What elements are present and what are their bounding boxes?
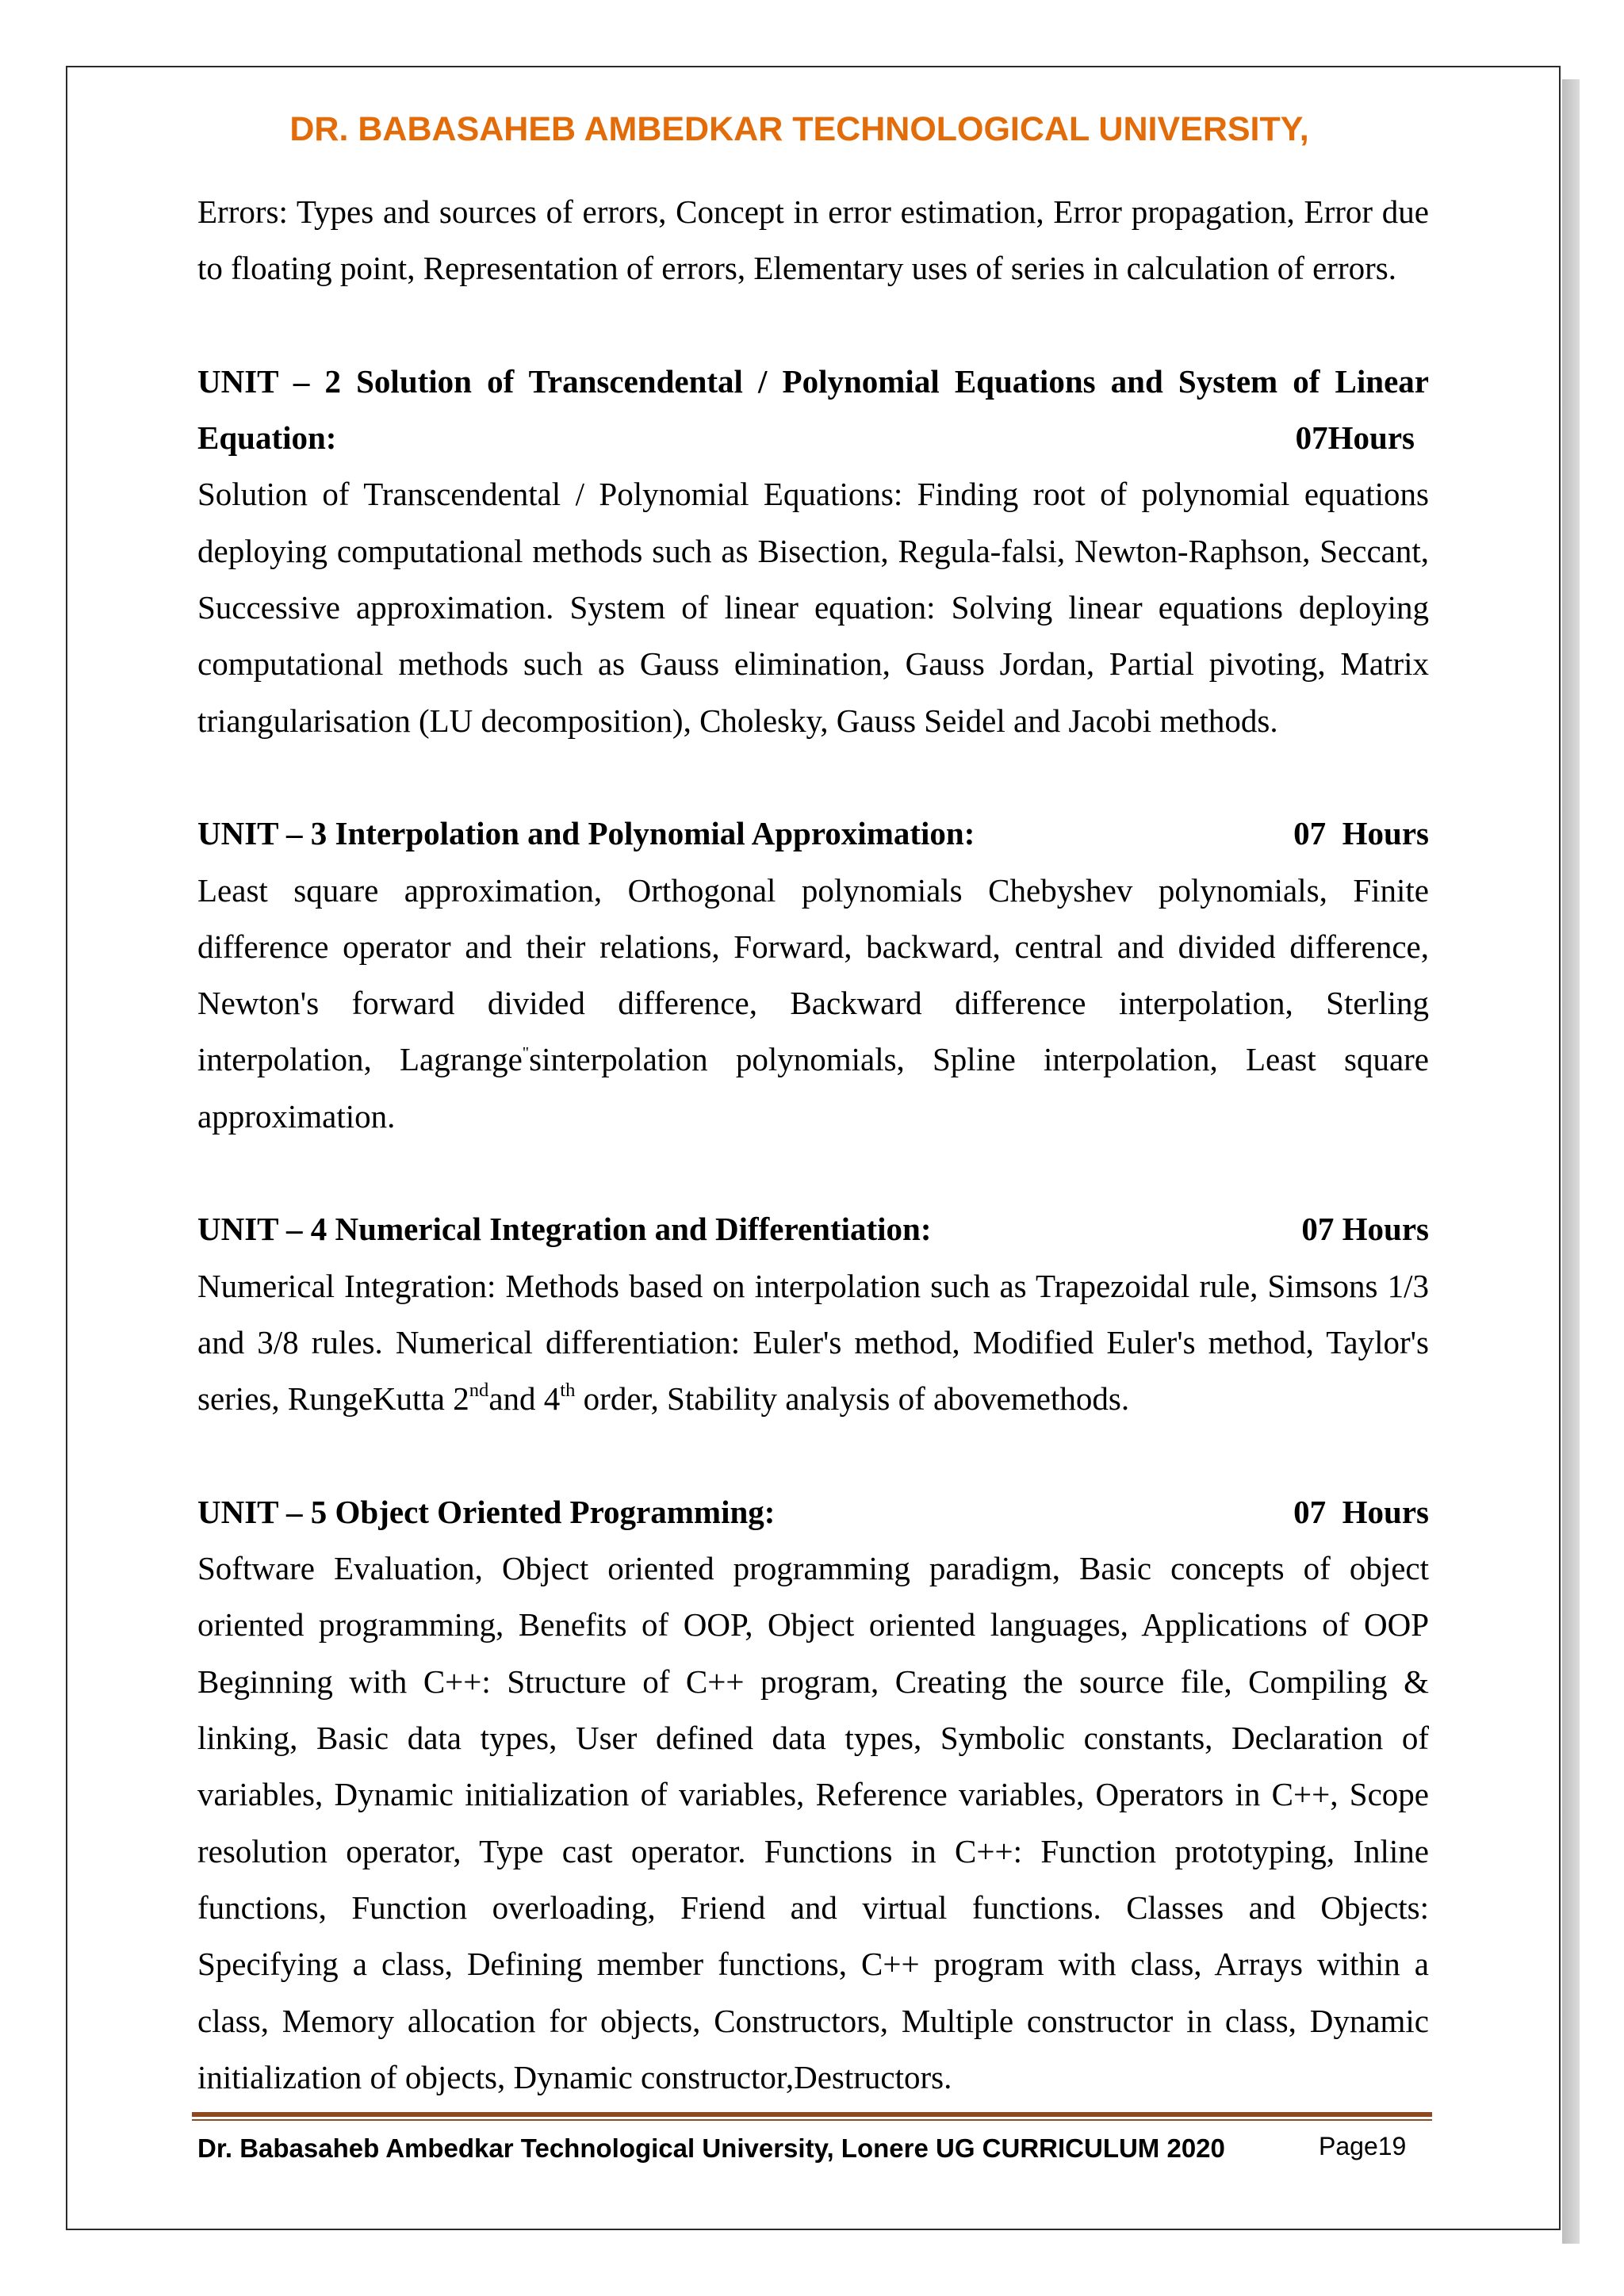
unit-hours: 07 Hours	[1293, 1493, 1429, 1530]
page-shadow	[1562, 79, 1580, 2244]
body-line: Successive approximation. System of linear equation: Solving linear equations deploying	[197, 589, 1429, 626]
unit-heading: UNIT – 4 Numerical Integration and Differentiation:	[197, 1211, 932, 1248]
document-body	[197, 184, 1429, 2106]
body-line: deploying computational methods such as Bisection, Regula-falsi, Newton-Raphson, Seccant,	[197, 532, 1429, 569]
body-line: Solution of Transcendental / Polynomial Equations: Finding root of polynomial equations	[197, 476, 1429, 513]
body-line: linking, Basic data types, User defined data types, Symbolic constants, Declaration of	[197, 1720, 1429, 1757]
quote-mark: "	[522, 1044, 530, 1062]
paragraph-gap	[197, 1145, 1429, 1201]
body-line: triangularisation (LU decomposition), Cholesky, Gauss Seidel and Jacobi methods.	[197, 702, 1278, 739]
body-line: Least square approximation, Orthogonal polynomials Chebyshev polynomials, Finite	[197, 871, 1429, 909]
body-line: and 3/8 rules. Numerical differentiation: Euler's method, Modified Euler's method, Taylor's	[197, 1323, 1429, 1360]
unit-heading-row	[197, 806, 1429, 862]
paragraph-gap	[197, 749, 1429, 806]
unit-heading: UNIT – 2 Solution of Transcendental / Polynomial Equations and System of Linear	[197, 362, 1429, 400]
body-line: to floating point, Representation of errors, Elementary uses of series in calculation of errors.	[197, 250, 1396, 287]
body-line	[197, 1371, 1429, 1427]
unit-heading: UNIT – 3 Interpolation and Polynomial Approximation:	[197, 815, 975, 852]
unit-heading-row	[197, 1201, 1429, 1257]
unit-heading-row	[197, 1484, 1429, 1540]
body-line: Errors: Types and sources of errors, Concept in error estimation, Error propagation, Error due	[197, 193, 1429, 230]
superscript: nd	[469, 1380, 489, 1402]
body-line: Beginning with C++: Structure of C++ program, Creating the source file, Compiling &	[197, 1663, 1429, 1700]
body-line: class, Memory allocation for objects, Constructors, Multiple constructor in class, Dynamic	[197, 2002, 1429, 2039]
footer-text: Dr. Babasaheb Ambedkar Technological University, Lonere UG CURRICULUM 2020	[197, 2133, 1225, 2163]
body-line: Software Evaluation, Object oriented programming paradigm, Basic concepts of object	[197, 1550, 1429, 1587]
body-line: difference operator and their relations, Forward, backward, central and divided difference,	[197, 928, 1429, 965]
unit-heading-continuation: Equation:	[197, 419, 337, 457]
body-line-segment: interpolation, Lagrange	[197, 1041, 523, 1078]
unit-heading: UNIT – 5 Object Oriented Programming:	[197, 1493, 776, 1530]
body-line: initialization of objects, Dynamic constructor,Destructors.	[197, 2058, 952, 2095]
footer-rule-thin	[192, 2119, 1432, 2121]
page-number: Page19	[1319, 2132, 1407, 2160]
footer-rule-thick	[192, 2112, 1432, 2117]
body-line: computational methods such as Gauss elimination, Gauss Jordan, Partial pivoting, Matrix	[197, 645, 1429, 683]
body-line: Numerical Integration: Methods based on interpolation such as Trapezoidal rule, Simsons 1/3	[197, 1267, 1429, 1304]
body-line-segment: order, Stability analysis of abovemethods.	[575, 1380, 1130, 1418]
body-line: oriented programming, Benefits of OOP, Object oriented languages, Applications of OOP	[197, 1606, 1429, 1644]
body-line-segment: and 4	[488, 1380, 561, 1418]
body-line: approximation.	[197, 1097, 396, 1135]
unit-hours: 07 Hours	[1293, 815, 1429, 852]
university-header: DR. BABASAHEB AMBEDKAR TECHNOLOGICAL UNIVERSITY,	[289, 110, 1309, 148]
body-line: Specifying a class, Defining member functions, C++ program with class, Arrays within a	[197, 1946, 1429, 1983]
body-line: resolution operator, Type cast operator. Functions in C++: Function prototyping, Inline	[197, 1832, 1429, 1869]
body-line: Newton's forward divided difference, Backward difference interpolation, Sterling	[197, 985, 1429, 1022]
body-line	[197, 1031, 1429, 1088]
body-line-segment: series, RungeKutta 2	[197, 1380, 469, 1418]
paragraph-gap	[197, 297, 1429, 354]
body-line: functions, Function overloading, Friend and virtual functions. Classes and Objects:	[197, 1888, 1429, 1926]
unit-hours: 07 Hours	[1301, 1211, 1429, 1248]
body-line-segment: sinterpolation polynomials, Spline interpolation, Least square	[529, 1041, 1429, 1078]
superscript: th	[560, 1380, 576, 1402]
unit-hours: 07Hours	[1295, 419, 1415, 457]
paragraph-gap	[197, 1428, 1429, 1484]
body-line: variables, Dynamic initialization of variables, Reference variables, Operators in C++, Scope	[197, 1776, 1429, 1813]
unit-heading-row	[197, 410, 1429, 466]
